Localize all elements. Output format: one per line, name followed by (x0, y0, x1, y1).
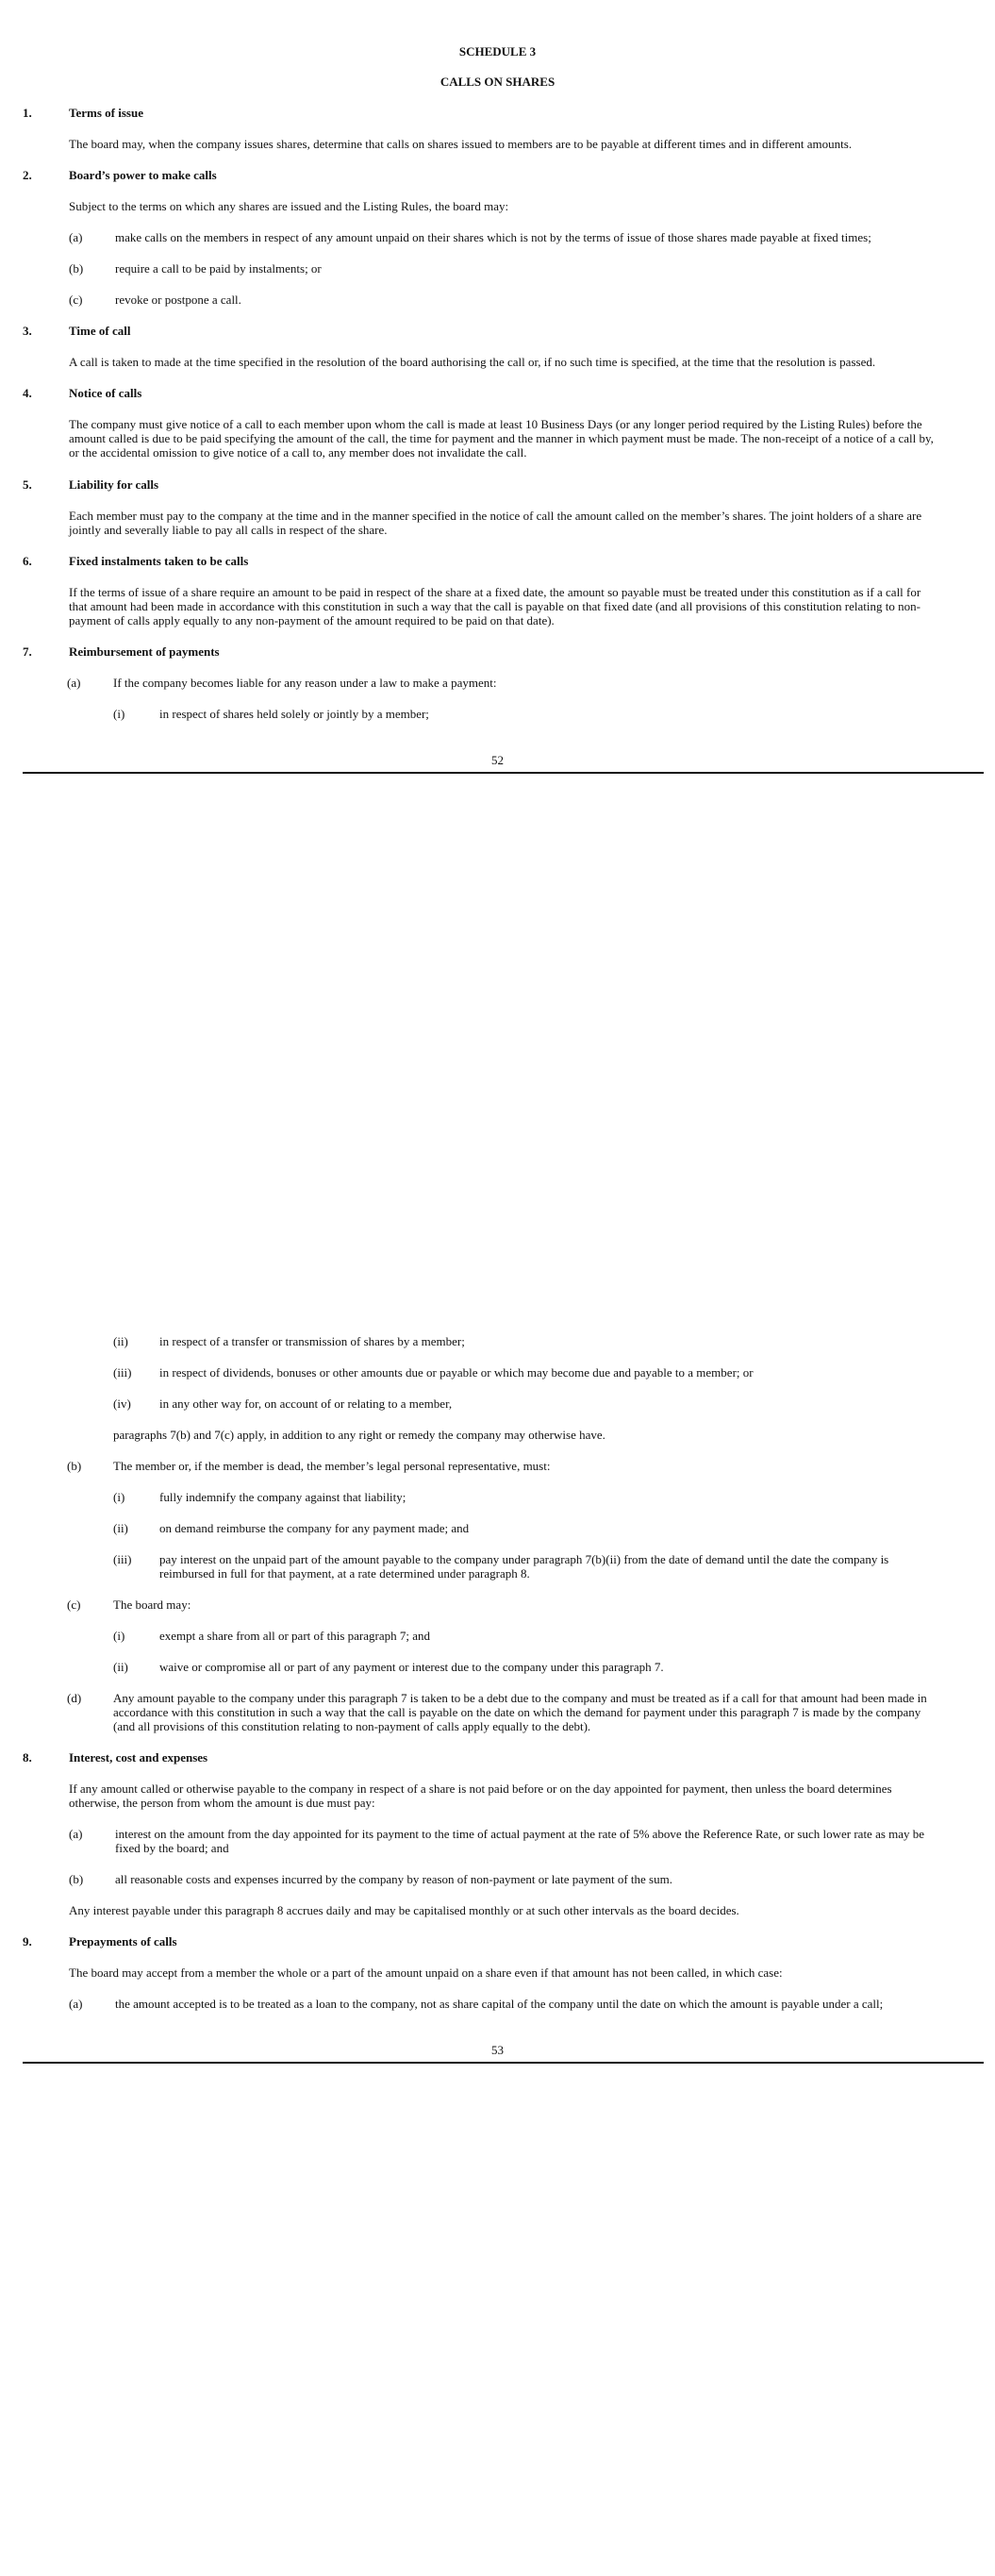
section-7-c-label: (c) (67, 1597, 81, 1612)
section-8-a-label: (a) (69, 1827, 83, 1841)
section-7-b-iii-line-1: pay interest on the unpaid part of the amount payable to the company under paragraph 7(b)(ii) from the date of demand until the date the company is (159, 1552, 889, 1566)
section-5-number: 5. (23, 477, 32, 492)
section-1-title: Terms of issue (69, 106, 143, 120)
section-9-intro: The board may accept from a member the whole or a part of the amount unpaid on a share even if that amount has not been called, in which case: (69, 1965, 783, 1980)
page-footer-rule (23, 772, 984, 774)
section-4-body-line-2: amount called is due to be paid specifying the amount of the call, the time for payment and the manner in which payment must be made. The non-receipt of a notice of a call by, (69, 431, 934, 445)
section-4-body-line-3: or the accidental omission to give notice of a call to, any member does not invalidate the call. (69, 445, 527, 460)
section-9-title: Prepayments of calls (69, 1934, 177, 1949)
section-8-b-label: (b) (69, 1872, 84, 1886)
section-5-body-line-1: Each member must pay to the company at the time and in the manner specified in the notice of call the amount called on the member’s shares. The joint holders of a share are (69, 509, 922, 523)
section-2-number: 2. (23, 168, 32, 182)
section-7-b-iii-label: (iii) (113, 1552, 132, 1566)
section-2-title: Board’s power to make calls (69, 168, 217, 182)
section-7-a-closing: paragraphs 7(b) and 7(c) apply, in addition to any right or remedy the company may otherwise have. (113, 1428, 605, 1442)
section-7-c-text: The board may: (113, 1597, 191, 1612)
section-7-b-text: The member or, if the member is dead, the member’s legal personal representative, must: (113, 1459, 551, 1473)
section-9-number: 9. (23, 1934, 32, 1949)
section-5-title: Liability for calls (69, 477, 159, 492)
section-7-b-ii-label: (ii) (113, 1521, 128, 1535)
section-8-b-text: all reasonable costs and expenses incurred by the company by reason of non-payment or late payment of the sum. (115, 1872, 672, 1886)
section-7-b-iii-line-2: reimbursed in full for that payment, at a rate determined under paragraph 8. (159, 1566, 530, 1581)
section-7-a-label: (a) (67, 676, 81, 690)
schedule-title: CALLS ON SHARES (439, 75, 556, 89)
section-9-a-label: (a) (69, 1997, 83, 2011)
section-7-a-iv-text: in any other way for, on account of or relating to a member, (159, 1397, 453, 1411)
section-7-d-line-2: accordance with this constitution in such a way that the call is payable on the date on which the demand for payment under this paragraph 7 is made by the company (113, 1705, 921, 1719)
section-6-number: 6. (23, 554, 32, 568)
section-7-a-i-label: (i) (113, 707, 125, 721)
section-7-title: Reimbursement of payments (69, 644, 220, 659)
section-6-body-line-3: payment of calls apply equally to any non-payment of the amount required to be paid on that date). (69, 613, 555, 627)
section-7-b-label: (b) (67, 1459, 82, 1473)
section-7-d-line-3: (and all provisions of this constitution relating to non-payment of calls apply equally to the debt). (113, 1719, 591, 1733)
section-7-c-ii-label: (ii) (113, 1660, 128, 1674)
section-2-b-label: (b) (69, 261, 84, 276)
section-7-a-ii-text: in respect of a transfer or transmission of shares by a member; (159, 1334, 465, 1348)
section-6-title: Fixed instalments taken to be calls (69, 554, 249, 568)
section-8-intro-line-1: If any amount called or otherwise payable to the company in respect of a share is not paid before or on the day appointed for payment, then unless the board determines (69, 1781, 892, 1796)
section-7-b-i-label: (i) (113, 1490, 125, 1504)
section-7-c-ii-text: waive or compromise all or part of any payment or interest due to the company under this paragraph 7. (159, 1660, 664, 1674)
section-2-b-text: require a call to be paid by instalments; or (115, 261, 322, 276)
section-2-c-text: revoke or postpone a call. (115, 293, 241, 307)
section-8-closing: Any interest payable under this paragraph 8 accrues daily and may be capitalised monthly or at such other intervals as the board decides. (69, 1903, 739, 1917)
section-7-a-i-text: in respect of shares held solely or jointly by a member; (159, 707, 429, 721)
section-7-a-text: If the company becomes liable for any reason under a law to make a payment: (113, 676, 497, 690)
section-7-a-iii-label: (iii) (113, 1365, 132, 1380)
section-8-a-line-2: fixed by the board; and (115, 1841, 229, 1855)
section-9-a-text: the amount accepted is to be treated as a loan to the company, not as share capital of the company until the date on which the amount is payable under a call; (115, 1997, 884, 2011)
section-7-c-i-text: exempt a share from all or part of this paragraph 7; and (159, 1629, 430, 1643)
section-3-body: A call is taken to made at the time specified in the resolution of the board authorising the call or, if no such time is specified, at the time that the resolution is passed. (69, 355, 876, 369)
section-8-intro-line-2: otherwise, the person from whom the amount is due must pay: (69, 1796, 375, 1810)
section-7-a-iv-label: (iv) (113, 1397, 131, 1411)
schedule-heading: SCHEDULE 3 (458, 44, 537, 59)
section-8-number: 8. (23, 1750, 32, 1765)
section-4-title: Notice of calls (69, 386, 142, 400)
section-2-a-text: make calls on the members in respect of any amount unpaid on their shares which is not by the terms of issue of those shares made payable at fixed times; (115, 230, 871, 244)
section-6-body-line-2: that amount had been made in accordance with this constitution in such a way that the call is payable on that fixed date (and all provisions of this constitution relating to non- (69, 599, 920, 613)
section-3-title: Time of call (69, 324, 131, 338)
section-2-a-label: (a) (69, 230, 83, 244)
section-2-intro: Subject to the terms on which any shares are issued and the Listing Rules, the board may: (69, 199, 509, 213)
section-7-d-label: (d) (67, 1691, 82, 1705)
page-number: 53 (491, 2043, 504, 2057)
section-7-b-i-text: fully indemnify the company against that liability; (159, 1490, 406, 1504)
section-4-body-line-1: The company must give notice of a call to each member upon whom the call is made at least 10 Business Days (or any longer period required by the Listing Rules) before the (69, 417, 922, 431)
section-8-a-line-1: interest on the amount from the day appointed for its payment to the time of actual payment at the rate of 5% above the Reference Rate, or such lower rate as may be (115, 1827, 925, 1841)
section-8-title: Interest, cost and expenses (69, 1750, 208, 1765)
section-2-c-label: (c) (69, 293, 83, 307)
section-5-body-line-2: jointly and severally liable to pay all calls in respect of the share. (69, 523, 388, 537)
section-1-number: 1. (23, 106, 32, 120)
section-1-body: The board may, when the company issues shares, determine that calls on shares issued to members are to be payable at different times and in different amounts. (69, 137, 853, 151)
page-footer-rule (23, 2062, 984, 2064)
section-7-b-ii-text: on demand reimburse the company for any payment made; and (159, 1521, 470, 1535)
section-7-number: 7. (23, 644, 32, 659)
section-7-d-line-1: Any amount payable to the company under this paragraph 7 is taken to be a debt due to the company and must be treated as if a call for that amount had been made in (113, 1691, 927, 1705)
section-7-a-iii-text: in respect of dividends, bonuses or other amounts due or payable or which may become due and payable to a member; or (159, 1365, 754, 1380)
section-7-a-ii-label: (ii) (113, 1334, 128, 1348)
section-6-body-line-1: If the terms of issue of a share require an amount to be paid in respect of the share at a fixed date, the amount so payable must be treated under this constitution as if a call for (69, 585, 921, 599)
section-4-number: 4. (23, 386, 32, 400)
section-3-number: 3. (23, 324, 32, 338)
section-7-c-i-label: (i) (113, 1629, 125, 1643)
page-number: 52 (491, 753, 504, 767)
